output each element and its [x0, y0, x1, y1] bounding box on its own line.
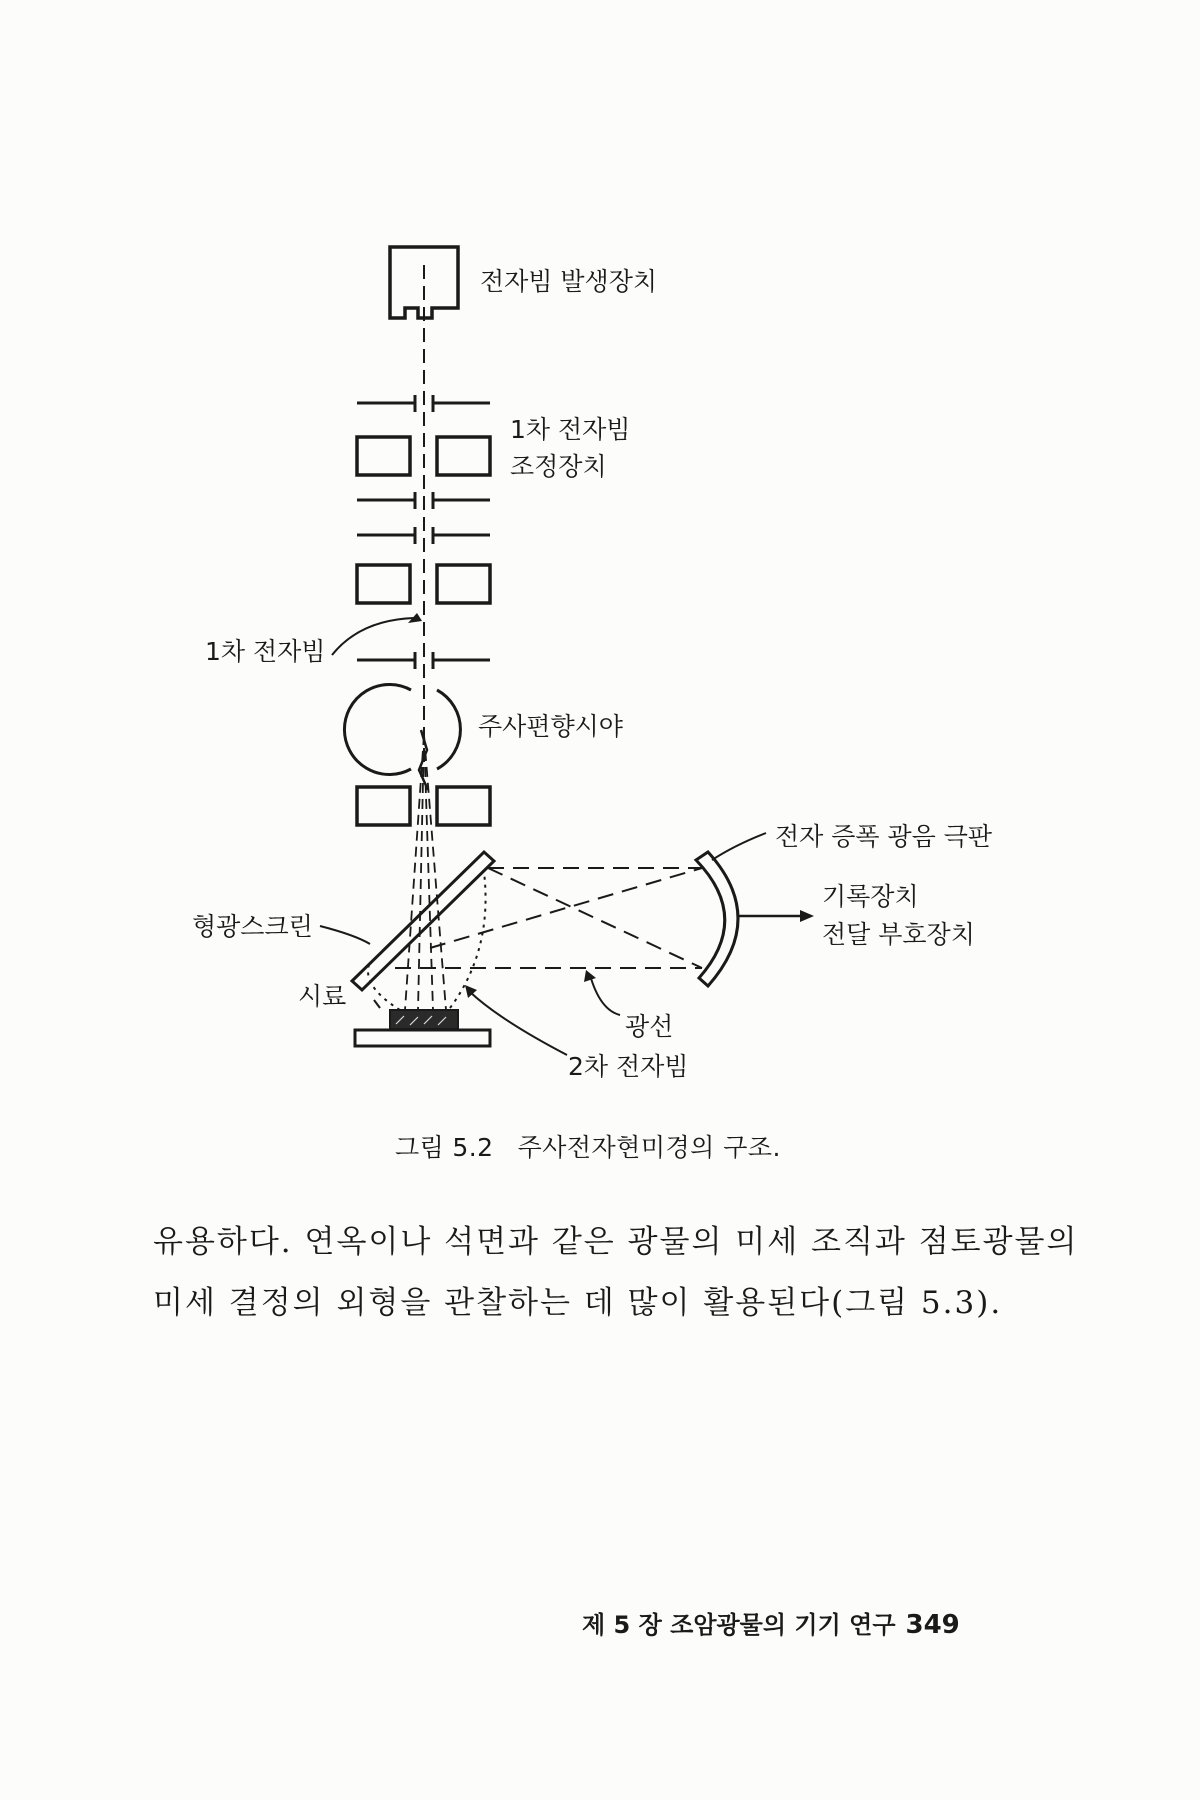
chapter-title: 제 5 장 조암광물의 기기 연구 [582, 1611, 896, 1639]
multiplier-plate-label: 전자 증폭 광음 극판 [775, 822, 993, 851]
page-footer [582, 1605, 960, 1640]
body-paragraph [153, 1212, 1079, 1334]
body-line-2: 미세 결정의 외형을 관찰하는 데 많이 활용된다(그림 5.3). [153, 1285, 1003, 1321]
caption-title: 주사전자현미경의 구조. [517, 1133, 781, 1162]
primary-beam-label: 1차 전자빔 [205, 637, 326, 666]
fluorescent-screen [352, 852, 494, 990]
specimen-label: 시료 [298, 982, 347, 1011]
figure-caption [395, 1128, 781, 1164]
recorder-label-2: 전달 부호장치 [822, 920, 975, 949]
caption-prefix: 그림 [395, 1133, 445, 1162]
light-ray-lines [395, 868, 702, 968]
secondary-beam-label: 2차 전자빔 [568, 1052, 689, 1081]
primary-beam-control-label-1: 1차 전자빔 [510, 415, 631, 444]
specimen-stage [355, 1030, 490, 1046]
fluorescent-screen-label: 형광스크린 [192, 912, 313, 941]
scan-deflection-coil [344, 684, 411, 774]
caption-number: 5.2 [452, 1133, 494, 1162]
photomultiplier-plate [696, 852, 738, 986]
page-number: 349 [905, 1610, 960, 1640]
electron-gun-label: 전자빔 발생장치 [480, 267, 657, 296]
body-line-1: 유용하다. 연옥이나 석면과 같은 광물의 미세 조직과 점토광물의 [153, 1224, 1079, 1260]
light-ray-label: 광선 [625, 1012, 674, 1041]
scan-deflection-label: 주사편향시야 [478, 712, 623, 741]
primary-beam-control-label-2: 조정장치 [510, 452, 607, 481]
recorder-label-1: 기록장치 [822, 882, 919, 911]
